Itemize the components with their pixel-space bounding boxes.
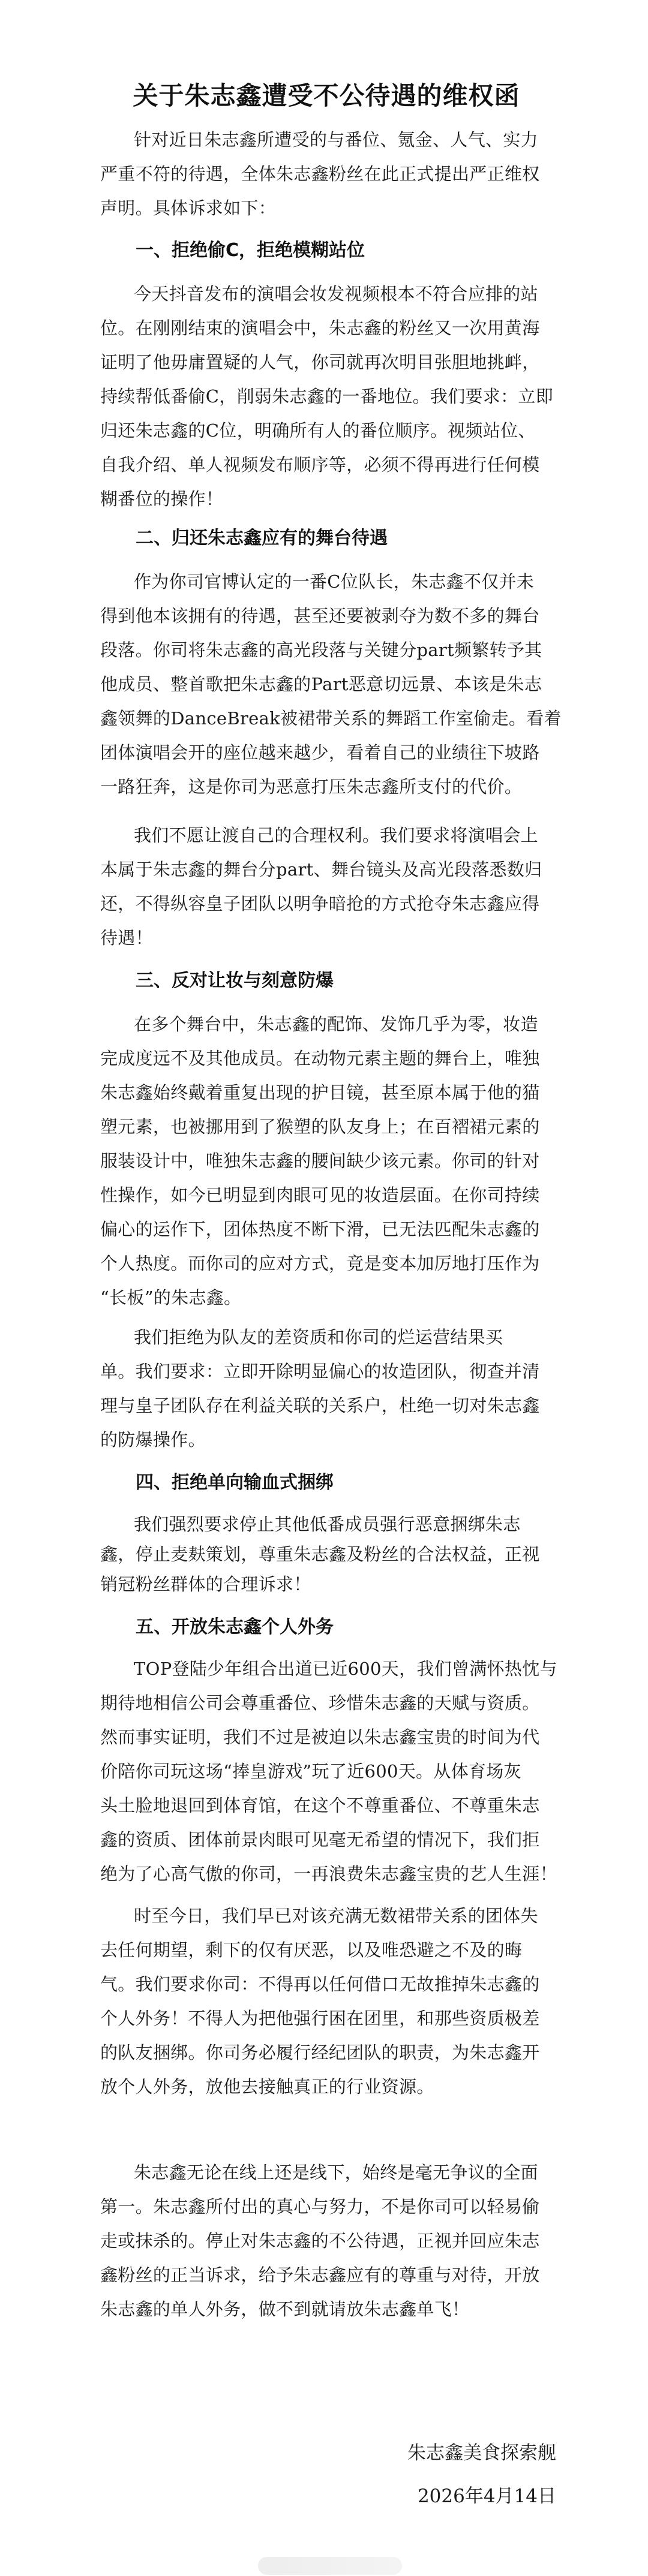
paragraph-line: 一路狂奔，这是你司为恶意打压朱志鑫所支付的代价。 [100, 777, 523, 797]
paragraph-line: 性操作，如今已明显到肉眼可见的妆造层面。在你司持续 [100, 1185, 540, 1205]
section-heading: 五、开放朱志鑫个人外务 [136, 1617, 334, 1638]
paragraph-line: 朱志鑫的单人外务，做不到就请放朱志鑫单飞！ [100, 2299, 470, 2319]
paragraph [100, 1509, 544, 1599]
paragraph-line: 在多个舞台中，朱志鑫的配饰、发饰几乎为零，妆造 [134, 1014, 538, 1034]
paragraph-line: 糊番位的操作！ [100, 489, 224, 509]
paragraph-line: 本属于朱志鑫的舞台分part、舞台镜头及高光段落悉数归 [100, 859, 542, 880]
paragraph-line: 鑫，停止麦麸策划，尊重朱志鑫及粉丝的合法权益，正视 [100, 1544, 540, 1564]
paragraph-line: 鑫粉丝的正当诉求，给予朱志鑫应有的尊重与对待，开放 [100, 2265, 540, 2285]
paragraph-line: “长板”的朱志鑫。 [100, 1287, 242, 1308]
paragraph-line: 时至今日，我们早已对该充满无数裙带关系的团体失 [134, 1906, 538, 1926]
paragraph-line: TOP登陆少年组合出道已近600天，我们曾满怀热忱与 [134, 1659, 557, 1679]
paragraph-line: 价陪你司玩这场“捧皇游戏”玩了近600天。从体育场灰 [100, 1761, 521, 1781]
document-title: 关于朱志鑫遭受不公待遇的维权函 [133, 81, 520, 110]
paragraph-line: 销冠粉丝群体的合理诉求！ [100, 1574, 311, 1594]
date: 2026年4月14日 [417, 2485, 556, 2507]
paragraph [100, 1320, 544, 1457]
paragraph-line: 理与皇子团队存在利益关联的关系户，杜绝一切对朱志鑫 [100, 1395, 540, 1416]
paragraph-line: 头土脸地退回到体育馆，在这个不尊重番位、不尊重朱志 [100, 1795, 540, 1816]
watermark [258, 2557, 402, 2575]
paragraph-line: 完成度远不及其他成员。在动物元素主题的舞台上，唯独 [100, 1048, 540, 1069]
paragraph-line: 团体演唱会开的座位越来越少，看着自己的业绩往下坡路 [100, 742, 540, 763]
paragraph-line: 个人外务！不得人为把他强行困在团里，和那些资质极差 [100, 2008, 540, 2029]
paragraph-line: 朱志鑫无论在线上还是线下，始终是毫无争议的全面 [134, 2162, 538, 2183]
paragraph-line: 单。我们要求：立即开除明显偏心的妆造团队，彻查并清 [100, 1361, 540, 1382]
paragraph-line: 绝为了心高气傲的你司，一再浪费朱志鑫宝贵的艺人生涯！ [100, 1864, 557, 1884]
paragraph-line: 塑元素，也被挪用到了猴塑的队友身上；在百褶裙元素的 [100, 1117, 540, 1137]
paragraph-line: 得到他本该拥有的待遇，甚至还要被剥夺为数不多的舞台 [100, 606, 540, 626]
paragraph-line: 第一。朱志鑫所付出的真心与努力，不是你司可以轻易偷 [100, 2196, 540, 2217]
paragraph-line: 朱志鑫始终戴着重复出现的护目镜，甚至原本属于他的猫 [100, 1082, 540, 1103]
paragraph-line: 去任何期望，剩下的仅有厌恶，以及唯恐避之不及的晦 [100, 1940, 523, 1960]
signature: 朱志鑫美食探索舰 [407, 2442, 556, 2464]
section-heading: 二、归还朱志鑫应有的舞台待遇 [136, 528, 388, 549]
paragraph-line: 个人热度。而你司的应对方式，竟是变本加厉地打压作为 [100, 1253, 540, 1274]
paragraph-line: 严重不符的待遇，全体朱志鑫粉丝在此正式提出严正维权 [100, 164, 540, 184]
paragraph-line: 今天抖音发布的演唱会妆发视频根本不符合应排的站 [134, 284, 538, 304]
paragraph-line: 归还朱志鑫的C位，明确所有人的番位顺序。视频站位、 [100, 420, 536, 441]
paragraph-line: 气。我们要求你司：不得再以任何借口无故推掉朱志鑫的 [100, 1974, 540, 1994]
paragraph-line: 服装设计中，唯独朱志鑫的腰间缺少该元素。你司的针对 [100, 1151, 540, 1171]
paragraph [100, 818, 544, 955]
paragraph [100, 1652, 557, 1891]
section-heading: 一、拒绝偷C，拒绝模糊站位 [136, 240, 365, 261]
paragraph [100, 2156, 544, 2327]
section-heading: 三、反对让妆与刻意防爆 [136, 970, 334, 991]
paragraph [100, 1899, 544, 2104]
paragraph-line: 他成员、整首歌把朱志鑫的Part恶意切远景、本该是朱志 [100, 674, 542, 694]
paragraph [100, 277, 553, 516]
paragraph-line: 自我介绍、单人视频发布顺序等，必须不得再进行任何模 [100, 455, 540, 475]
paragraph-line: 待遇！ [100, 928, 153, 948]
paragraph-line: 然而事实证明，我们不过是被迫以朱志鑫宝贵的时间为代 [100, 1727, 540, 1747]
paragraph-line: 我们强烈要求停止其他低番成员强行恶意捆绑朱志 [134, 1514, 521, 1534]
paragraph-line: 作为你司官博认定的一番C位队长，朱志鑫不仅并未 [134, 571, 535, 592]
paragraph-line: 期待地相信公司会尊重番位、珍惜朱志鑫的天赋与资质。 [100, 1693, 540, 1713]
paragraph-line: 我们拒绝为队友的差资质和你司的烂运营结果买 [134, 1327, 503, 1347]
paragraph-line: 段落。你司将朱志鑫的高光段落与关键分part频繁转予其 [100, 640, 542, 660]
paragraph-line: 的队友捆绑。你司务必履行经纪团队的职责，为朱志鑫开 [100, 2042, 540, 2063]
paragraph [100, 1007, 544, 1315]
paragraph-line: 我们不愿让渡自己的合理权利。我们要求将演唱会上 [134, 825, 538, 845]
paragraph [100, 565, 562, 804]
paragraph [100, 123, 544, 225]
paragraph-line: 走或抹杀的。停止对朱志鑫的不公待遇，正视并回应朱志 [100, 2231, 540, 2251]
paragraph-line: 还，不得纵容皇子团队以明争暗抢的方式抢夺朱志鑫应得 [100, 893, 540, 914]
paragraph-line: 声明。具体诉求如下： [100, 198, 277, 218]
paragraph-line: 偏心的运作下，团体热度不断下滑，已无法匹配朱志鑫的 [100, 1219, 540, 1239]
paragraph-line: 鑫领舞的DanceBreak被裙带关系的舞蹈工作室偷走。看着 [100, 708, 562, 729]
paragraph-line: 放个人外务，放他去接触真正的行业资源。 [100, 2077, 434, 2097]
paragraph-line: 的防爆操作。 [100, 1430, 206, 1450]
paragraph-line: 位。在刚刚结束的演唱会中，朱志鑫的粉丝又一次用黄海 [100, 318, 540, 338]
section-heading: 四、拒绝单向输血式捆绑 [136, 1472, 334, 1493]
paragraph-line: 鑫的资质、团体前景肉眼可见毫无希望的情况下，我们拒 [100, 1829, 540, 1850]
paragraph-line: 证明了他毋庸置疑的人气，你司就再次明目张胆地挑衅， [100, 352, 540, 372]
paragraph-line: 持续帮低番偷C，削弱朱志鑫的一番地位。我们要求：立即 [100, 386, 553, 407]
paragraph-line: 针对近日朱志鑫所遭受的与番位、氪金、人气、实力 [134, 130, 538, 150]
